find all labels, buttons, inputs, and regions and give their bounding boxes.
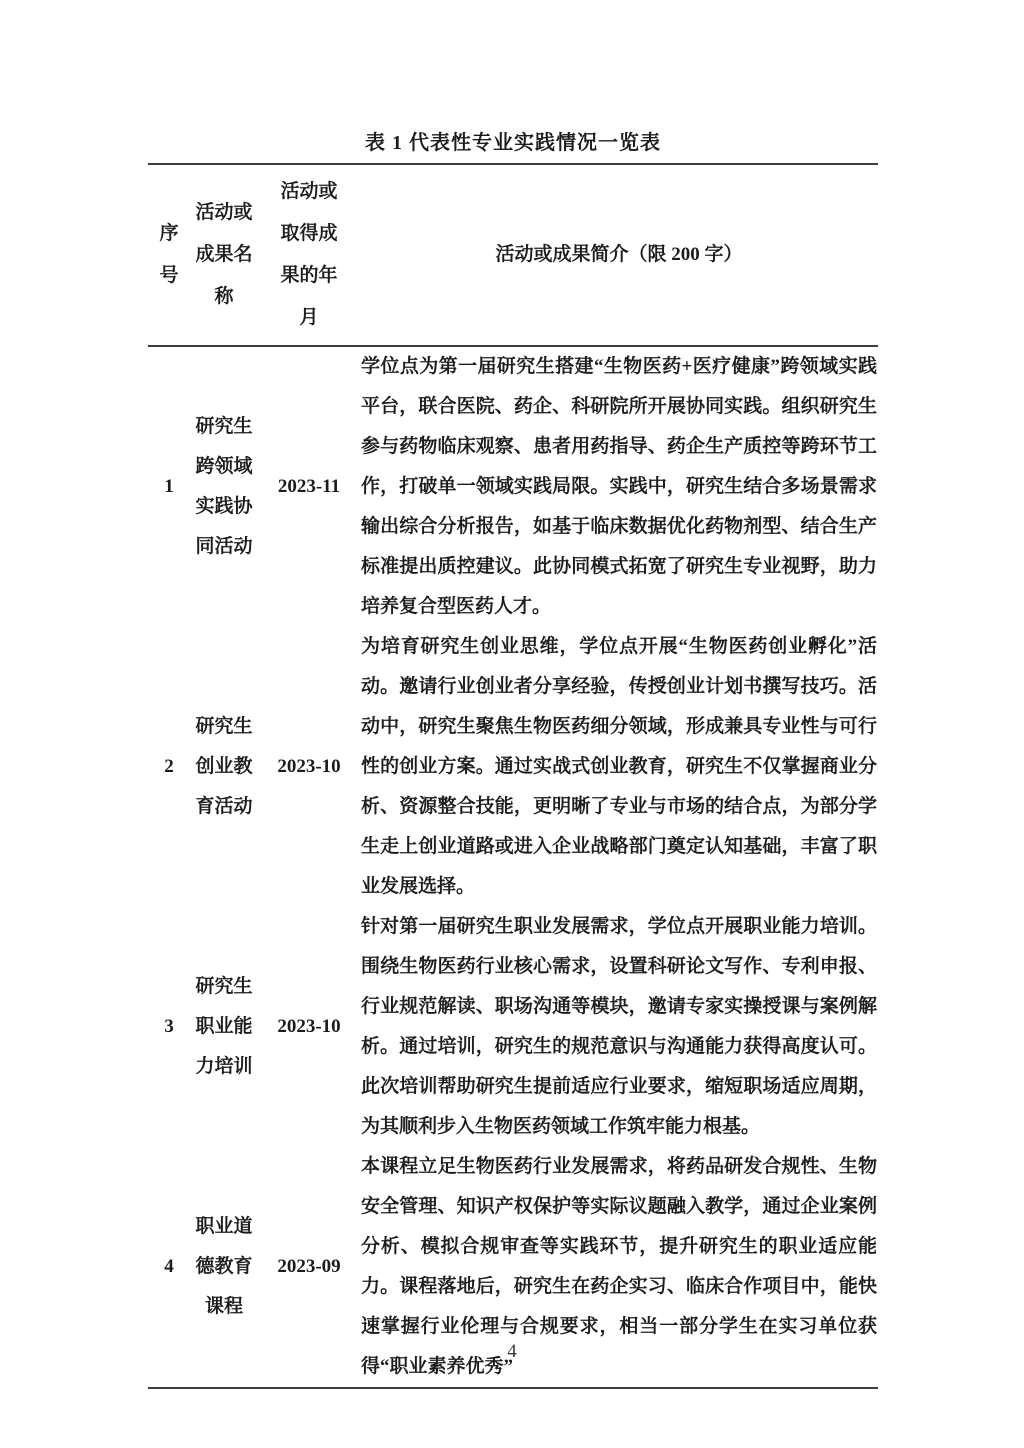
row-name-cell: 职业道德教育课程 bbox=[195, 1216, 253, 1317]
table-title: 表 1 代表性专业实践情况一览表 bbox=[365, 132, 661, 154]
row-desc-cell: 本课程立足生物医药行业发展需求，将药品研发合规性、生物安全管理、知识产权保护等实际议题融入教学，通过企业案例分析、模拟合规审查等实践环节，提升研究生的职业适应能力。课程落地后，研究生在药企实习、临床合作项目中，能快速掌握行业伦理与合规要求，相当一部分学生在实习单位获得“职业素养优秀” bbox=[361, 1156, 877, 1377]
table-row bbox=[148, 346, 878, 627]
row-desc-cell: 为培育研究生创业思维，学位点开展“生物医药创业孵化”活动。邀请行业创业者分享经验，传授创业计划书撰写技巧。活动中，研究生聚焦生物医药细分领域，形成兼具专业性与可行性的创业方案。通过实战式创业教育，研究生不仅掌握商业分析、资源整合技能，更明晰了专业与市场的结合点，为部分学生走上创业道路或进入企业战略部门奠定认知基础，丰富了职业发展选择。 bbox=[361, 636, 877, 897]
row-seq-cell: 1 bbox=[164, 476, 174, 497]
table-header-row bbox=[148, 164, 878, 346]
header-seq: 序号 bbox=[159, 223, 179, 286]
table-body bbox=[148, 346, 878, 1388]
row-name-cell: 研究生创业教育活动 bbox=[195, 716, 253, 817]
table-row bbox=[148, 907, 878, 1147]
table-row bbox=[148, 627, 878, 907]
header-desc: 活动或成果简介（限 200 字） bbox=[495, 244, 743, 265]
row-date-cell: 2023-10 bbox=[277, 756, 341, 777]
row-date-cell: 2023-10 bbox=[277, 1016, 341, 1037]
row-desc-cell: 学位点为第一届研究生搭建“生物医药+医疗健康”跨领域实践平台，联合医院、药企、科研院所开展协同实践。组织研究生参与药物临床观察、患者用药指导、药企生产质控等跨环节工作，打破单一领域实践局限。实践中，研究生结合多场景需求输出综合分析报告，如基于临床数据优化药物剂型、结合生产标准提出质控建议。此协同模式拓宽了研究生专业视野，助力培养复合型医药人才。 bbox=[361, 356, 877, 617]
page-number: 4 bbox=[507, 1341, 517, 1362]
row-name-cell: 研究生职业能力培训 bbox=[195, 976, 253, 1077]
row-date-cell: 2023-11 bbox=[277, 476, 341, 497]
row-seq-cell: 3 bbox=[164, 1016, 174, 1037]
row-date-cell: 2023-09 bbox=[277, 1256, 341, 1277]
practice-table bbox=[148, 163, 878, 1389]
row-name-cell: 研究生跨领域实践协同活动 bbox=[195, 416, 253, 557]
row-seq-cell: 2 bbox=[164, 756, 174, 777]
document-content bbox=[148, 131, 878, 1389]
row-desc-cell: 针对第一届研究生职业发展需求，学位点开展职业能力培训。围绕生物医药行业核心需求，设置科研论文写作、专利申报、行业规范解读、职场沟通等模块，邀请专家实操授课与案例解析。通过培训，研究生的规范意识与沟通能力获得高度认可。此次培训帮助研究生提前适应行业要求，缩短职场适应周期，为其顺利步入生物医药领域工作筑牢能力根基。 bbox=[361, 916, 877, 1137]
header-date: 活动或取得成果的年月 bbox=[280, 181, 338, 328]
header-name: 活动或成果名称 bbox=[195, 202, 253, 307]
table-header bbox=[148, 164, 878, 346]
row-seq-cell: 4 bbox=[164, 1256, 174, 1277]
